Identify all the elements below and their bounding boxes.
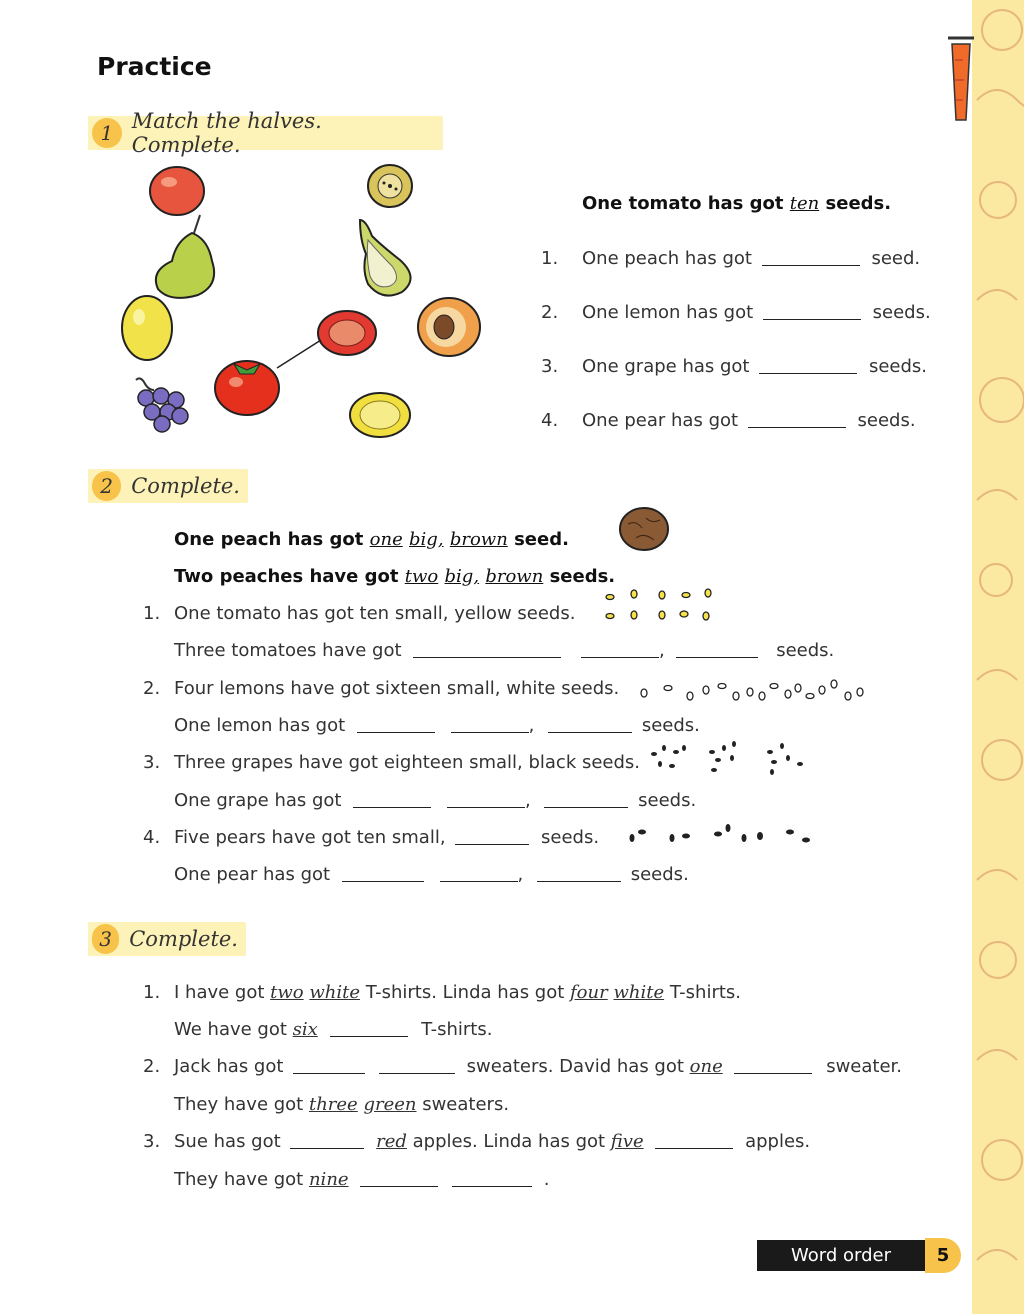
lemon-icon <box>119 293 175 363</box>
peach-seed-icon <box>616 504 674 552</box>
item-number: 3. <box>541 356 559 377</box>
example-answer: brown <box>485 566 544 587</box>
example-text-end: seeds. <box>543 566 616 587</box>
ex2-example-1 <box>174 529 569 550</box>
item-number: 4. <box>143 827 161 848</box>
item-text: One pear has got <box>174 864 331 885</box>
ex2-item-2-line-2 <box>174 715 700 736</box>
item-text-end: sweater. <box>826 1056 903 1077</box>
answer-blank[interactable] <box>748 411 846 428</box>
item-number: 2. <box>541 302 559 323</box>
given-answer: one <box>689 1056 723 1077</box>
example-text: Two peaches have got <box>174 566 405 587</box>
item-text: Jack has got <box>174 1056 284 1077</box>
seeds-icon <box>648 742 808 778</box>
item-text-end: . <box>543 1169 550 1190</box>
ex2-item-3-line-1: Three grapes have got eighteen small, black seeds. <box>174 752 641 773</box>
ex2-item-1-line-2 <box>174 640 834 661</box>
exercise-instruction: Complete. <box>129 927 238 951</box>
match-line <box>275 338 325 370</box>
peach-half-icon <box>366 163 414 209</box>
given-answer: nine <box>308 1169 349 1190</box>
example-text-end: seed. <box>507 529 569 550</box>
exercise-instruction: Match the halves. Complete. <box>131 109 322 157</box>
answer-blank[interactable] <box>763 303 861 320</box>
item-number: 1. <box>143 603 161 624</box>
exercise-instruction: Complete. <box>131 474 240 498</box>
carrot-icon <box>940 30 980 130</box>
given-answer: five <box>610 1131 644 1152</box>
ex1-item-2 <box>582 302 931 323</box>
ex3-item-3-line-1 <box>174 1131 810 1152</box>
example-text: One tomato has got <box>582 193 790 214</box>
item-text: I have got <box>174 982 271 1003</box>
answer-blank[interactable] <box>581 641 659 658</box>
comma: , <box>659 640 665 661</box>
seeds-icon <box>626 822 820 848</box>
item-text-end: seeds. <box>541 827 600 848</box>
exercise-number: 3 <box>92 924 119 954</box>
tomato-icon <box>212 352 282 417</box>
peach-icon <box>416 296 482 358</box>
example-text: One peach has got <box>174 529 370 550</box>
item-text-end: sweaters. <box>416 1094 510 1115</box>
given-answer: two <box>270 982 304 1003</box>
ex3-item-1-line-1 <box>174 982 741 1003</box>
item-number: 3. <box>143 752 161 773</box>
answer-blank[interactable] <box>293 1057 365 1074</box>
item-text-end: seed. <box>871 248 921 269</box>
given-answer: white <box>309 982 361 1003</box>
item-text-end: seeds. <box>776 640 835 661</box>
item-text-end: seeds. <box>868 356 928 377</box>
exercise-3-banner <box>88 922 246 956</box>
ex2-item-2-line-1: Four lemons have got sixteen small, white seeds. <box>174 678 620 699</box>
example-answer: one <box>369 529 403 550</box>
item-text: Sue has got <box>174 1131 281 1152</box>
ex3-item-1-line-2 <box>174 1019 492 1040</box>
exercise-number: 2 <box>92 471 121 501</box>
decorative-sidebar <box>972 0 1024 1314</box>
item-text: One peach has got <box>582 248 752 269</box>
item-number: 1. <box>143 982 161 1003</box>
answer-blank[interactable] <box>655 1132 733 1149</box>
ex2-item-3-line-2 <box>174 790 696 811</box>
lemon-half-icon <box>348 390 412 440</box>
seeds-icon <box>638 676 868 704</box>
ex3-item-3-line-2 <box>174 1169 550 1190</box>
item-text: Five pears have got ten small, <box>174 827 446 848</box>
answer-blank[interactable] <box>452 1170 532 1187</box>
ex2-item-4-line-1 <box>174 827 599 848</box>
item-text-end: seeds. <box>641 715 700 736</box>
ex1-example <box>582 193 891 214</box>
answer-blank[interactable] <box>357 716 435 733</box>
item-text: apples. Linda has got <box>406 1131 611 1152</box>
item-number: 2. <box>143 678 161 699</box>
comma: , <box>517 864 524 885</box>
comma: , <box>524 790 531 811</box>
example-answer: big, <box>444 566 480 587</box>
answer-blank[interactable] <box>455 828 529 845</box>
ex1-item-1 <box>582 248 920 269</box>
item-text: One grape has got <box>582 356 750 377</box>
answer-blank[interactable] <box>759 357 857 374</box>
sidebar-pattern <box>972 0 1024 1314</box>
item-text: Three tomatoes have got <box>174 640 402 661</box>
item-text: sweaters. David has got <box>466 1056 690 1077</box>
item-number: 1. <box>541 248 559 269</box>
given-answer: six <box>292 1019 318 1040</box>
example-answer: ten <box>789 193 820 214</box>
answer-blank[interactable] <box>330 1020 408 1037</box>
answer-blank[interactable] <box>676 641 758 658</box>
item-text-end: apples. <box>745 1131 811 1152</box>
item-number: 3. <box>143 1131 161 1152</box>
answer-blank[interactable] <box>342 865 424 882</box>
exercise-number: 1 <box>92 118 122 148</box>
item-text-end: seeds. <box>857 410 916 431</box>
item-text-end: T-shirts. <box>664 982 742 1003</box>
item-text: One pear has got <box>582 410 739 431</box>
item-text: One lemon has got <box>582 302 754 323</box>
given-answer: white <box>613 982 665 1003</box>
seeds-icon <box>604 588 716 622</box>
ex1-item-3 <box>582 356 927 377</box>
answer-blank[interactable] <box>537 865 621 882</box>
ex3-item-2-line-1 <box>174 1056 902 1077</box>
item-text-end: seeds. <box>630 864 689 885</box>
answer-blank[interactable] <box>734 1057 812 1074</box>
answer-blank[interactable] <box>413 641 561 658</box>
item-text: They have got <box>174 1094 309 1115</box>
page-number: 5 <box>925 1238 961 1273</box>
example-answer: big, <box>409 529 444 550</box>
ex2-item-1-line-1: One tomato has got ten small, yellow seeds. <box>174 603 576 624</box>
apple-icon <box>147 164 207 216</box>
answer-blank[interactable] <box>447 791 525 808</box>
given-answer: three <box>308 1094 358 1115</box>
item-text-end: seeds. <box>638 790 697 811</box>
answer-blank[interactable] <box>440 865 518 882</box>
given-answer: four <box>570 982 608 1003</box>
item-text: One grape has got <box>174 790 342 811</box>
answer-blank[interactable] <box>544 791 628 808</box>
item-number: 4. <box>541 410 559 431</box>
exercise-1-banner <box>88 109 443 157</box>
answer-blank[interactable] <box>451 716 529 733</box>
ex1-item-4 <box>582 410 916 431</box>
footer-section-label: Word order <box>757 1240 925 1271</box>
item-text: One lemon has got <box>174 715 346 736</box>
ex2-item-4-line-2 <box>174 864 689 885</box>
answer-blank[interactable] <box>360 1170 438 1187</box>
item-number: 2. <box>143 1056 161 1077</box>
pear-half-icon <box>350 214 422 298</box>
answer-blank[interactable] <box>379 1057 455 1074</box>
pear-icon <box>152 213 227 298</box>
example-answer: brown <box>449 529 508 550</box>
ex3-item-2-line-2 <box>174 1094 509 1115</box>
ex2-example-2 <box>174 566 615 587</box>
example-answer: two <box>404 566 439 587</box>
answer-blank[interactable] <box>762 249 860 266</box>
exercise-2-banner <box>88 469 248 503</box>
example-text-end: seeds. <box>819 193 892 214</box>
comma: , <box>528 715 535 736</box>
page-title: Practice <box>97 52 212 81</box>
answer-blank[interactable] <box>290 1132 364 1149</box>
answer-blank[interactable] <box>548 716 632 733</box>
item-text: T-shirts. Linda has got <box>360 982 571 1003</box>
item-text: They have got <box>174 1169 309 1190</box>
item-text-end: seeds. <box>872 302 931 323</box>
given-answer: red <box>376 1131 407 1152</box>
grapes-icon <box>128 376 190 434</box>
item-text: We have got <box>174 1019 293 1040</box>
tomato-half-icon <box>316 308 378 358</box>
item-text-end: T-shirts. <box>421 1019 493 1040</box>
answer-blank[interactable] <box>353 791 431 808</box>
given-answer: green <box>363 1094 417 1115</box>
